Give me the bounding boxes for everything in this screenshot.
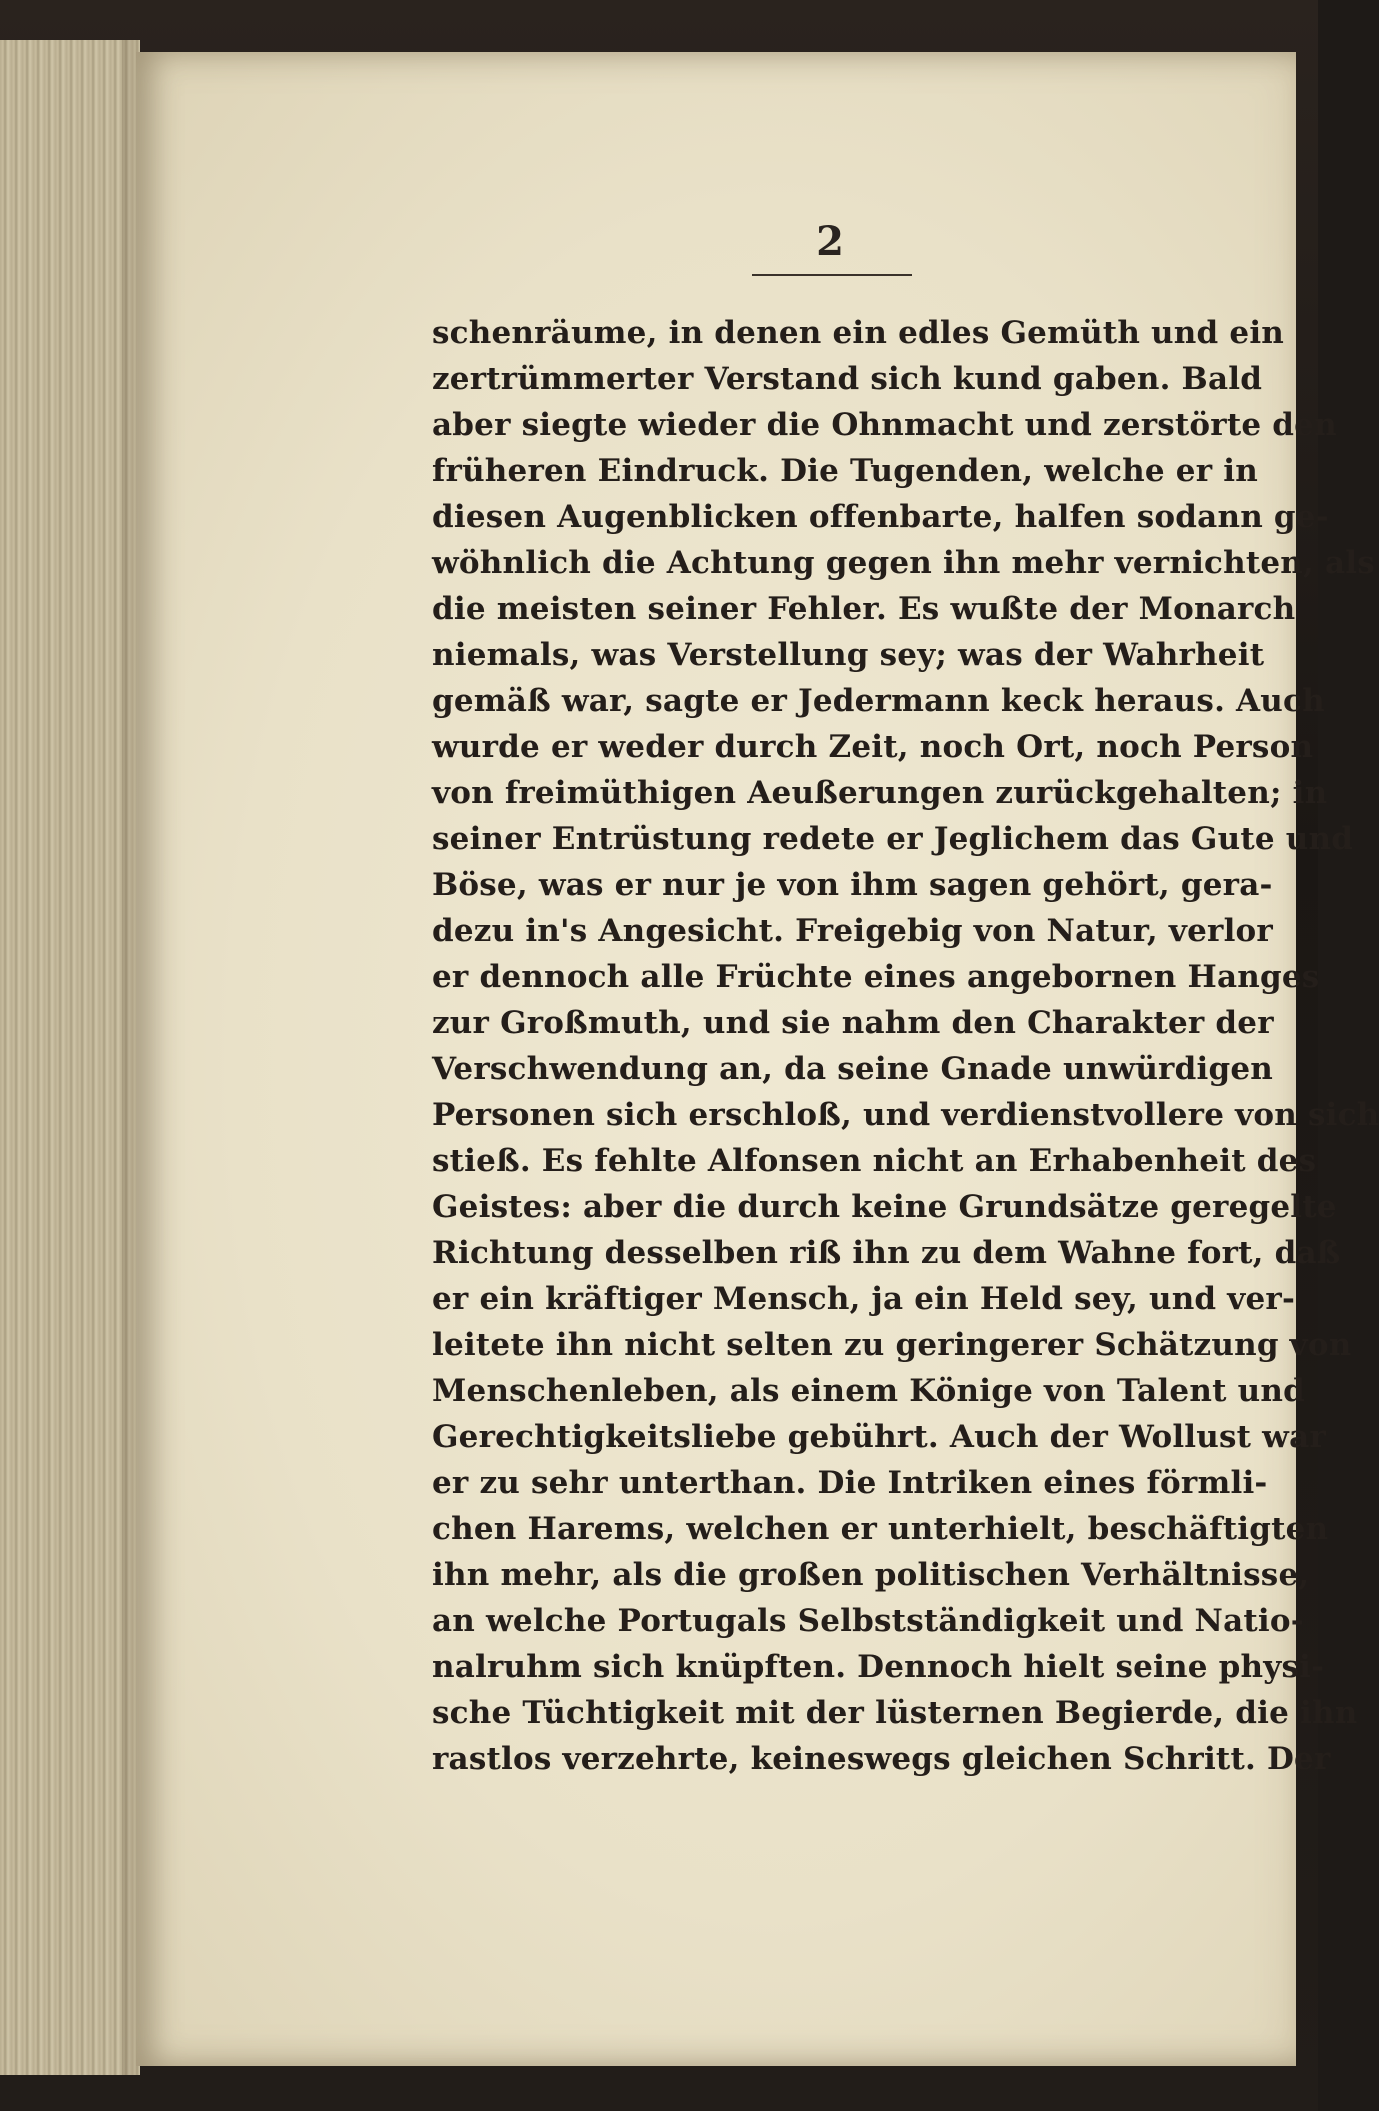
text-line: Personen sich erschloß, und verdienstvollere von sich	[432, 1097, 1379, 1133]
text-line: schenräume, in denen ein edles Gemüth und ein	[432, 315, 1285, 351]
text-line: ihn mehr, als die großen politischen Verhältnisse,	[432, 1557, 1310, 1593]
text-line: dezu in's Angesicht. Freigebig von Natur, verlor	[432, 913, 1273, 949]
text-line: gemäß war, sagte er Jedermann keck heraus. Auch	[432, 683, 1325, 719]
text-line: zur Großmuth, und sie nahm den Charakter der	[432, 1005, 1274, 1041]
text-line: aber siegte wieder die Ohnmacht und zerstörte den	[432, 407, 1337, 443]
text-line: Geistes: aber die durch keine Grundsätze geregelte	[432, 1189, 1337, 1225]
text-line: Gerechtigkeitsliebe gebührt. Auch der Wollust war	[432, 1419, 1326, 1455]
text-line: rastlos verzehrte, keineswegs gleichen Schritt. Der	[432, 1741, 1331, 1777]
header-rule	[752, 274, 912, 276]
text-line: früheren Eindruck. Die Tugenden, welche er in	[432, 453, 1258, 489]
text-line: chen Harems, welchen er unterhielt, beschäftigten	[432, 1511, 1329, 1547]
text-line: leitete ihn nicht selten zu geringerer Schätzung von	[432, 1327, 1352, 1363]
text-line: Verschwendung an, da seine Gnade unwürdigen	[432, 1051, 1273, 1087]
body-text	[432, 310, 1379, 1782]
text-line: wurde er weder durch Zeit, noch Ort, noch Person	[432, 729, 1314, 765]
text-line: Böse, was er nur je von ihm sagen gehört, gera-	[432, 867, 1273, 903]
book-page-edges	[0, 40, 140, 2075]
text-line: Richtung desselben riß ihn zu dem Wahne fort, daß	[432, 1235, 1341, 1271]
text-line: wöhnlich die Achtung gegen ihn mehr vernichten, als	[432, 545, 1375, 581]
text-line: zertrümmerter Verstand sich kund gaben. Bald	[432, 361, 1263, 397]
text-line: nalruhm sich knüpften. Dennoch hielt seine physi-	[432, 1649, 1325, 1685]
text-line: an welche Portugals Selbstständigkeit und Natio-	[432, 1603, 1304, 1639]
text-line: von freimüthigen Aeußerungen zurückgehalten; in	[432, 775, 1328, 811]
text-line: er zu sehr unterthan. Die Intriken eines förmli-	[432, 1465, 1268, 1501]
text-line: niemals, was Verstellung sey; was der Wahrheit	[432, 637, 1265, 673]
text-line: stieß. Es fehlte Alfonsen nicht an Erhabenheit des	[432, 1143, 1317, 1179]
page-number: 2	[816, 218, 844, 265]
text-line: seiner Entrüstung redete er Jeglichem das Gute und	[432, 821, 1354, 857]
text-line: er ein kräftiger Mensch, ja ein Held sey, und ver-	[432, 1281, 1296, 1317]
text-line: er dennoch alle Früchte eines angebornen Hanges	[432, 959, 1320, 995]
text-line: Menschenleben, als einem Könige von Talent und	[432, 1373, 1305, 1409]
text-line: die meisten seiner Fehler. Es wußte der Monarch	[432, 591, 1296, 627]
text-line: diesen Augenblicken offenbarte, halfen sodann ge-	[432, 499, 1329, 535]
text-line: sche Tüchtigkeit mit der lüsternen Begierde, die ihn	[432, 1695, 1358, 1731]
